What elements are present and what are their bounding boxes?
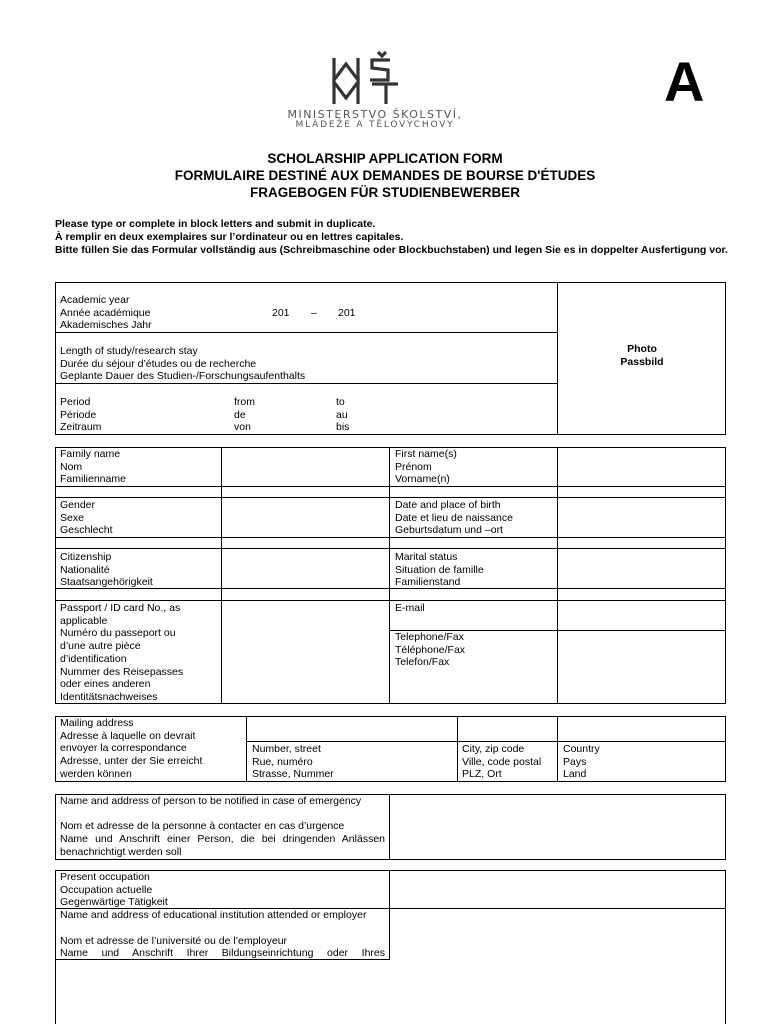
year-dash: – xyxy=(311,307,317,319)
period-from-label: from de von xyxy=(234,396,255,434)
first-name-label: First name(s) Prénom Vorname(n) xyxy=(395,448,457,486)
marital-status-field[interactable] xyxy=(558,549,725,588)
msmt-logo-icon xyxy=(330,50,420,106)
title-fr: FORMULAIRE DESTINÉ AUX DEMANDES DE BOURSE D'ÉTUDES xyxy=(174,168,596,183)
academic-year-label: Academic year Année académique Akademisches Jahr xyxy=(60,294,152,332)
passport-field[interactable] xyxy=(222,601,389,703)
birth-field[interactable] xyxy=(558,498,725,537)
citizenship-label: Citizenship Nationalité Staatsangehörigkeit xyxy=(60,551,153,589)
instruction-fr: À remplir en deux exemplaires sur l’ordinateur ou en lettres capitales. xyxy=(55,231,404,243)
period-to-label: to au bis xyxy=(336,396,350,434)
email-label: E-mail xyxy=(395,602,425,614)
length-of-stay-label: Length of study/research stay Durée du séjour d’études ou de recherche Geplante Dauer des Studien-/Forschungsaufenthalts xyxy=(60,345,306,383)
emergency-contact-field[interactable] xyxy=(390,795,725,859)
title-de: FRAGEBOGEN FÜR STUDIENBEWERBER xyxy=(249,185,520,200)
instruction-de: Bitte füllen Sie das Formular vollständig aus (Schreibmaschine oder Blockbuchstaben) und legen Sie es in doppelter Ausfertigung vor. xyxy=(55,244,728,256)
city-label: City, zip code Ville, code postal PLZ, Ort xyxy=(462,743,542,781)
mailing-address-label: Mailing address Adresse à laquelle on devrait envoyer la correspondance Adresse, unter der Sie erreicht werden können xyxy=(60,717,203,780)
ministry-name-line2: MLÁDEŽE A TĚLOVÝCHOVY xyxy=(295,120,455,130)
birth-label: Date and place of birth Date et lieu de naissance Geburtsdatum und –ort xyxy=(395,499,513,537)
year-to: 201 xyxy=(338,307,356,319)
instruction-en: Please type or complete in block letters and submit in duplicate. xyxy=(55,218,376,230)
gender-field[interactable] xyxy=(222,498,389,537)
institution-label-en: Name and address of educational institution attended or employer xyxy=(60,909,367,921)
marital-status-label: Marital status Situation de famille Familienstand xyxy=(395,551,484,589)
emergency-label-fr: Nom et adresse de la personne à contacter en cas d’urgence xyxy=(60,820,345,832)
family-name-field[interactable] xyxy=(222,448,389,486)
emergency-label-de: Name und Anschrift einer Person, die bei dringenden Anlässen benachrichtigt werden soll xyxy=(60,833,385,858)
photo-label: Photo Passbild xyxy=(620,343,664,368)
occupation-label: Present occupation Occupation actuelle Gegenwärtige Tätigkeit xyxy=(60,871,168,909)
title-en: SCHOLARSHIP APPLICATION FORM xyxy=(267,151,503,166)
occupation-field[interactable] xyxy=(390,871,725,908)
ministry-logo xyxy=(270,50,480,132)
first-name-field[interactable] xyxy=(558,448,725,486)
passport-label: Passport / ID card No., as applicable Numéro du passeport ou d’une autre pièce d’identification Nummer des Reisepasses oder eines anderen Identitätsnachweises xyxy=(60,602,184,703)
gender-label: Gender Sexe Geschlecht xyxy=(60,499,113,537)
email-field[interactable] xyxy=(558,601,725,630)
emergency-label-en: Name and address of person to be notified in case of emergency xyxy=(60,795,362,807)
form-letter: A xyxy=(664,50,705,113)
institution-label-de: Name und Anschrift Ihrer Bildungseinrichtung oder Ihres xyxy=(60,947,385,959)
institution-field[interactable] xyxy=(390,909,725,960)
family-name-label: Family name Nom Familienname xyxy=(60,448,126,486)
phone-field[interactable] xyxy=(558,631,725,703)
ministry-name-line1: MINISTERSTVO ŠKOLSTVÍ, xyxy=(287,108,463,121)
institution-label-fr: Nom et adresse de l’université ou de l’employeur xyxy=(60,935,288,947)
street-label: Number, street Rue, numéro Strasse, Nummer xyxy=(252,743,334,781)
mailing-address-field[interactable] xyxy=(247,717,725,741)
citizenship-field[interactable] xyxy=(222,549,389,588)
year-from: 201 xyxy=(272,307,290,319)
period-label: Period Période Zeitraum xyxy=(60,396,102,434)
photo-placeholder xyxy=(558,343,726,369)
phone-label: Telephone/Fax Téléphone/Fax Telefon/Fax xyxy=(395,631,466,669)
country-label: Country Pays Land xyxy=(563,743,600,781)
